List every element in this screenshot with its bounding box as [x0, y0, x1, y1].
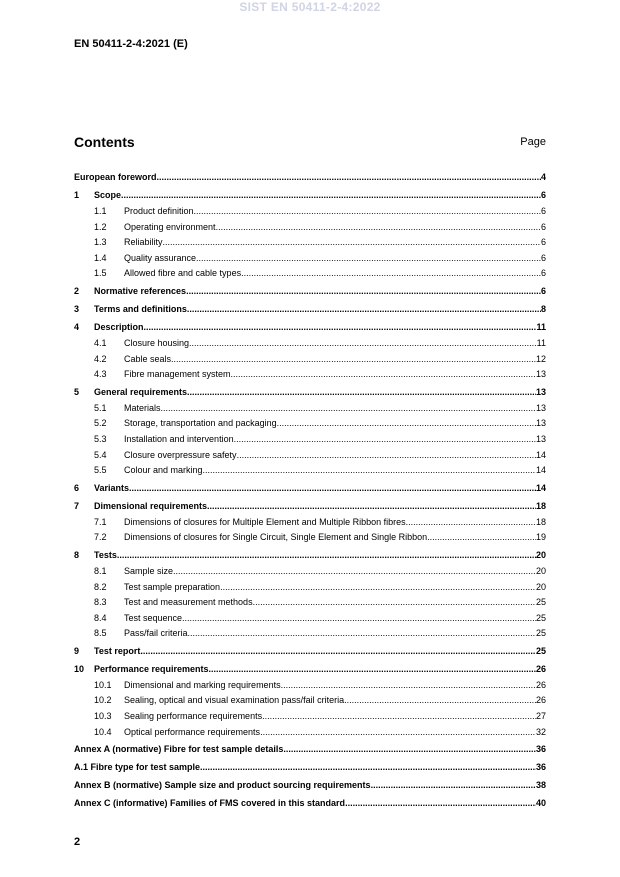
- toc-entry-title: Annex B (normative) Sample size and product sourcing requirements: [74, 780, 371, 791]
- toc-dot-leader: [163, 235, 541, 251]
- toc-entry-page: 6: [540, 252, 546, 263]
- toc-dot-leader: [207, 497, 536, 515]
- toc-entry-title: A.1 Fibre type for test sample: [74, 762, 201, 773]
- toc-entry[interactable]: [74, 383, 546, 401]
- toc-entry[interactable]: [74, 725, 546, 741]
- toc-entry-number: 10.4: [94, 726, 112, 737]
- toc-entry[interactable]: [74, 318, 546, 336]
- toc-entry-number: 3: [74, 303, 80, 314]
- toc-entry[interactable]: [74, 564, 546, 580]
- toc-entry-page: 20: [535, 565, 546, 576]
- toc-entry-page: 26: [535, 663, 546, 674]
- toc-entry-title: Reliability: [124, 237, 163, 248]
- document-id: EN 50411-2-4:2021 (E): [74, 38, 188, 50]
- toc-dot-leader: [406, 515, 536, 531]
- toc-entry-number: 1: [74, 190, 80, 200]
- toc-entry-page: 14: [535, 465, 546, 476]
- toc-entry-title: Sealing, optical and visual examination pass/fail criteria: [124, 695, 345, 706]
- toc-dot-leader: [203, 463, 536, 479]
- toc-entry[interactable]: [74, 479, 546, 497]
- toc-dot-leader: [173, 564, 536, 580]
- toc-entry-title: Allowed fibre and cable types: [124, 268, 242, 279]
- toc-entry-page: 27: [535, 711, 546, 722]
- toc-entry-page: 13: [535, 369, 546, 380]
- toc-entry-title: Colour and marking: [124, 465, 203, 476]
- toc-entry-title: Annex C (informative) Families of FMS covered in this standard: [74, 798, 346, 809]
- toc-dot-leader: [220, 580, 536, 596]
- toc-entry[interactable]: [74, 220, 546, 236]
- toc-entry-number: 1.4: [94, 252, 107, 263]
- toc-entry-title: Storage, transportation and packaging: [124, 418, 277, 429]
- toc-entry-page: 14: [535, 449, 546, 460]
- toc-entry-title: Dimensional requirements: [94, 500, 208, 511]
- toc-entry-page: 18: [535, 500, 546, 511]
- toc-dot-leader: [281, 678, 536, 694]
- toc-entry-number: 5.4: [94, 449, 107, 460]
- toc-entry[interactable]: [74, 740, 546, 758]
- toc-entry-number: 8: [74, 549, 80, 560]
- toc-dot-leader: [200, 758, 536, 776]
- toc-entry-title: Installation and intervention: [124, 433, 234, 444]
- toc-entry[interactable]: [74, 611, 546, 627]
- toc-entry-number: 7.1: [94, 516, 107, 527]
- toc-entry[interactable]: [74, 168, 546, 186]
- toc-entry-number: 10: [74, 663, 85, 674]
- toc-entry-page: 26: [535, 679, 546, 690]
- toc-entry-page: 6: [540, 285, 546, 296]
- toc-entry-page: 36: [535, 744, 546, 755]
- toc-dot-leader: [140, 642, 536, 660]
- toc-entry[interactable]: [74, 300, 546, 318]
- table-of-contents: [74, 168, 546, 812]
- toc-entry-number: 8.5: [94, 628, 107, 639]
- toc-entry-page: 36: [535, 762, 546, 773]
- toc-entry-page: 26: [535, 695, 546, 706]
- toc-dot-leader: [121, 186, 541, 204]
- toc-dot-leader: [171, 352, 536, 368]
- toc-entry-number: 10.1: [94, 679, 112, 690]
- toc-entry-title: Annex A (normative) Fibre for test sample details: [74, 744, 284, 755]
- toc-entry-page: 6: [540, 268, 546, 279]
- toc-entry-page: 6: [540, 221, 546, 232]
- toc-entry[interactable]: [74, 626, 546, 642]
- toc-dot-leader: [277, 416, 536, 432]
- toc-entry-title: Cable seals: [124, 353, 172, 364]
- toc-entry[interactable]: [74, 463, 546, 479]
- toc-entry[interactable]: [74, 678, 546, 694]
- toc-dot-leader: [216, 220, 541, 236]
- page-number: 2: [74, 836, 81, 848]
- toc-dot-leader: [186, 282, 541, 300]
- toc-entry-page: 25: [535, 645, 546, 656]
- toc-entry-page: 18: [535, 516, 546, 527]
- toc-entry[interactable]: [74, 546, 546, 564]
- toc-entry-number: 4: [74, 321, 80, 332]
- toc-dot-leader: [427, 530, 536, 546]
- toc-dot-leader: [196, 251, 541, 267]
- toc-entry-number: 8.3: [94, 597, 107, 608]
- toc-entry-number: 7.2: [94, 532, 107, 543]
- toc-entry-title: Pass/fail criteria: [124, 628, 188, 639]
- toc-dot-leader: [283, 740, 536, 758]
- toc-entry[interactable]: [74, 758, 546, 776]
- toc-entry-page: 25: [535, 628, 546, 639]
- toc-entry-number: 9: [74, 645, 80, 656]
- toc-entry-number: 8.4: [94, 612, 107, 623]
- toc-entry-title: Dimensions of closures for Multiple Element and Multiple Ribbon fibres: [124, 516, 406, 527]
- toc-entry-title: Test and measurement methods: [124, 597, 253, 608]
- toc-entry-page: 13: [535, 386, 546, 397]
- toc-entry-title: Fibre management system: [124, 369, 231, 380]
- toc-dot-leader: [209, 660, 536, 678]
- toc-entry[interactable]: [74, 515, 546, 531]
- toc-dot-leader: [187, 383, 536, 401]
- toc-entry-title: Test sequence: [124, 612, 183, 623]
- toc-dot-leader: [129, 479, 536, 497]
- toc-entry[interactable]: [74, 204, 546, 220]
- toc-dot-leader: [234, 432, 536, 448]
- toc-entry-title: European foreword: [74, 172, 157, 182]
- toc-entry-number: 4.1: [94, 337, 107, 348]
- toc-entry-number: 5.3: [94, 433, 107, 444]
- toc-entry-number: 1.2: [94, 221, 107, 232]
- toc-entry-title: Product definition: [124, 206, 194, 216]
- toc-entry-page: 25: [535, 612, 546, 623]
- toc-entry-page: 20: [535, 549, 546, 560]
- toc-entry-number: 4.3: [94, 369, 107, 380]
- toc-entry-title: Quality assurance: [124, 252, 197, 263]
- toc-entry[interactable]: [74, 336, 546, 352]
- toc-entry-number: 10.3: [94, 711, 112, 722]
- toc-entry-number: 4.2: [94, 353, 107, 364]
- toc-entry-title: Dimensional and marking requirements: [124, 679, 281, 690]
- toc-entry[interactable]: [74, 580, 546, 596]
- toc-dot-leader: [161, 401, 536, 417]
- toc-entry[interactable]: [74, 642, 546, 660]
- toc-entry-title: General requirements: [94, 386, 188, 397]
- toc-entry-title: Dimensions of closures for Single Circuit, Single Element and Single Ribbon: [124, 532, 428, 543]
- toc-dot-leader: [231, 367, 536, 383]
- toc-entry-page: 32: [535, 726, 546, 737]
- toc-entry[interactable]: [74, 794, 546, 812]
- toc-entry[interactable]: [74, 497, 546, 515]
- toc-entry[interactable]: [74, 660, 546, 678]
- toc-entry-page: 25: [535, 597, 546, 608]
- toc-entry-number: 8.1: [94, 565, 107, 576]
- toc-entry[interactable]: [74, 186, 546, 204]
- toc-entry-number: 1.1: [94, 206, 107, 216]
- toc-entry-title: Optical performance requirements: [124, 726, 261, 737]
- toc-entry-number: 5.5: [94, 465, 107, 476]
- toc-dot-leader: [144, 318, 537, 336]
- toc-dot-leader: [344, 693, 536, 709]
- toc-dot-leader: [157, 168, 541, 186]
- toc-entry[interactable]: [74, 251, 546, 267]
- toc-entry[interactable]: [74, 401, 546, 417]
- toc-entry-title: Variants: [94, 482, 130, 493]
- toc-dot-leader: [237, 448, 536, 464]
- toc-entry-title: Performance requirements: [94, 663, 209, 674]
- toc-entry-title: Test sample preparation: [124, 581, 221, 592]
- toc-entry-page: 11: [536, 321, 546, 332]
- toc-entry[interactable]: [74, 416, 546, 432]
- toc-entry-number: 6: [74, 482, 80, 493]
- toc-entry-title: Materials: [124, 402, 161, 413]
- page-column-label: Page: [520, 136, 546, 148]
- watermark: SIST EN 50411-2-4:2022: [239, 0, 381, 14]
- contents-heading: Contents: [74, 134, 135, 150]
- toc-entry[interactable]: [74, 352, 546, 368]
- toc-entry-title: Description: [94, 321, 144, 332]
- toc-dot-leader: [253, 595, 536, 611]
- toc-dot-leader: [241, 266, 541, 282]
- toc-entry-title: Sealing performance requirements: [124, 711, 263, 722]
- toc-entry[interactable]: [74, 595, 546, 611]
- toc-entry-title: Test report: [94, 645, 141, 656]
- toc-entry-page: 6: [540, 237, 546, 248]
- toc-entry[interactable]: [74, 266, 546, 282]
- toc-dot-leader: [371, 776, 536, 794]
- toc-entry-number: 1.5: [94, 268, 107, 279]
- toc-entry-page: 14: [535, 482, 546, 493]
- toc-dot-leader: [345, 794, 536, 812]
- toc-entry-title: Closure housing: [124, 337, 190, 348]
- toc-entry[interactable]: [74, 693, 546, 709]
- toc-entry[interactable]: [74, 432, 546, 448]
- toc-dot-leader: [194, 204, 541, 220]
- toc-entry-page: 8: [540, 303, 546, 314]
- toc-entry-page: 6: [540, 206, 546, 216]
- toc-entry-page: 19: [535, 532, 546, 543]
- toc-entry[interactable]: [74, 448, 546, 464]
- toc-entry-page: 13: [535, 433, 546, 444]
- toc-entry-page: 13: [535, 402, 546, 413]
- toc-entry[interactable]: [74, 776, 546, 794]
- toc-dot-leader: [260, 725, 536, 741]
- toc-dot-leader: [188, 626, 536, 642]
- toc-dot-leader: [189, 336, 537, 352]
- toc-entry-number: 5.2: [94, 418, 107, 429]
- toc-entry-title: Normative references: [94, 285, 187, 296]
- toc-dot-leader: [262, 709, 536, 725]
- toc-entry-page: 12: [535, 353, 546, 364]
- toc-dot-leader: [187, 300, 541, 318]
- toc-entry-number: 2: [74, 285, 80, 296]
- toc-entry-page: 40: [535, 798, 546, 809]
- toc-entry[interactable]: [74, 709, 546, 725]
- toc-entry-page: 4: [540, 172, 546, 182]
- toc-entry-title: Sample size: [124, 565, 174, 576]
- toc-entry-page: 6: [540, 190, 546, 200]
- toc-dot-leader: [182, 611, 536, 627]
- toc-entry[interactable]: [74, 530, 546, 546]
- toc-entry-number: 10.2: [94, 695, 112, 706]
- toc-entry[interactable]: [74, 367, 546, 383]
- toc-entry-title: Closure overpressure safety: [124, 449, 237, 460]
- toc-entry-number: 5: [74, 386, 80, 397]
- toc-entry-number: 1.3: [94, 237, 107, 248]
- toc-entry-title: Scope: [94, 190, 122, 200]
- toc-entry-page: 20: [535, 581, 546, 592]
- toc-entry-number: 5.1: [94, 402, 107, 413]
- toc-entry-title: Tests: [94, 549, 117, 560]
- toc-dot-leader: [117, 546, 536, 564]
- toc-entry-page: 11: [536, 337, 546, 348]
- toc-entry-page: 38: [535, 780, 546, 791]
- toc-entry-title: Operating environment: [124, 221, 216, 232]
- toc-entry-number: 8.2: [94, 581, 107, 592]
- toc-entry[interactable]: [74, 235, 546, 251]
- toc-entry[interactable]: [74, 282, 546, 300]
- toc-entry-page: 13: [535, 418, 546, 429]
- toc-entry-number: 7: [74, 500, 80, 511]
- toc-entry-title: Terms and definitions: [94, 303, 187, 314]
